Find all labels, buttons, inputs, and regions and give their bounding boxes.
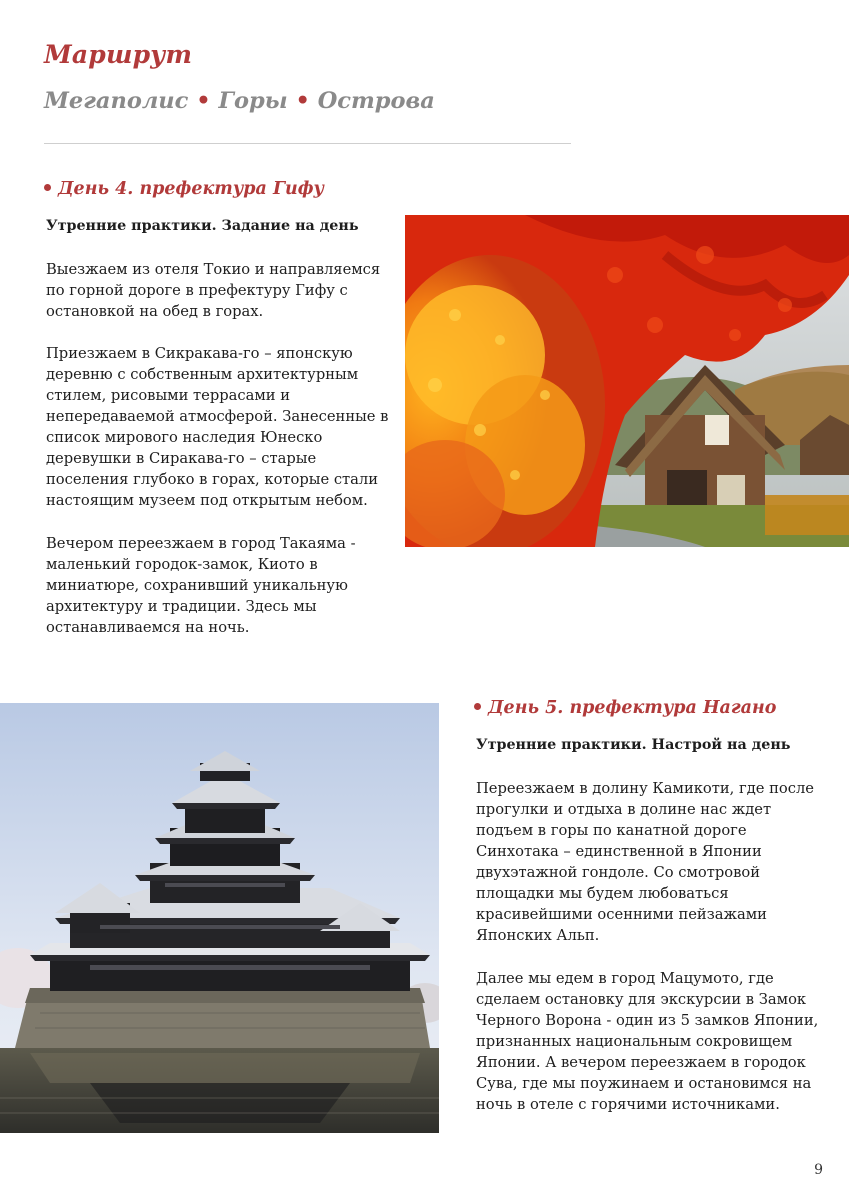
bullet-icon bbox=[474, 703, 481, 710]
day5-practice-title: Утренние практики. Настрой на день bbox=[476, 737, 791, 753]
page-number: 9 bbox=[814, 1162, 823, 1178]
header-divider bbox=[44, 143, 571, 144]
day4-paragraph-1: Выезжаем из отеля Токио и направляемся по горной дороге в префектуру Гифу с остановкой на обед в горах. bbox=[46, 261, 381, 320]
day5-paragraph-1: Переезжаем в долину Камикоти, где после прогулки и отдыха в долине нас ждет подъем в горы по канатной дороге Синхотака – единственной в Японии двухэтажной гондоле. Со смотровой площадки мы будем любоваться красивейшими осенними пейзажами Японских Альп. bbox=[476, 780, 814, 944]
day4-practice-title: Утренние практики. Задание на день bbox=[46, 218, 359, 234]
castle-photo bbox=[0, 703, 439, 1133]
bullet-icon bbox=[44, 184, 51, 191]
day4-paragraph-3: Вечером переезжаем в город Такаяма - маленький городок-замок, Киото в миниатюре, сохранивший уникальную архитектуру и традиции. Здесь мы останавливаемся на ночь. bbox=[46, 535, 356, 636]
subtitle-part-megapolis: Мегаполис bbox=[44, 88, 189, 114]
page-title: Маршрут bbox=[44, 40, 193, 69]
autumn-village-photo bbox=[405, 215, 849, 547]
subtitle-separator: • bbox=[196, 88, 211, 114]
subtitle-part-mountains: Горы bbox=[218, 88, 288, 114]
day4-heading bbox=[44, 179, 324, 199]
autumn-village-illustration bbox=[405, 215, 849, 547]
day5-heading-text: День 5. префектура Нагано bbox=[488, 698, 777, 718]
day4-heading-text: День 4. префектура Гифу bbox=[58, 179, 325, 199]
subtitle-separator: • bbox=[295, 88, 310, 114]
day5-paragraph-2: Далее мы едем в город Мацумото, где сделаем остановку для экскурсии в Замок Черного Ворона - один из 5 замков Японии, признанных национальным сокровищем Японии. А вечером переезжаем в городок Сува, где мы поужинаем и остановимся на ночь в отеле с горячими источниками. bbox=[476, 970, 819, 1113]
subtitle-part-islands: Острова bbox=[317, 88, 435, 114]
day5-heading bbox=[474, 698, 776, 718]
page-subtitle bbox=[44, 88, 435, 114]
castle-illustration bbox=[0, 703, 439, 1133]
day4-paragraph-2: Приезжаем в Сикракава-го – японскую деревню с собственным архитектурным стилем, рисовыми террасами и непередаваемой атмосферой. Занесенные в список мирового наследия Юнеско деревушки в Сиракава-го – старые поселения глубоко в горах, которые стали настоящим музеем под открытым небом. bbox=[46, 345, 389, 509]
